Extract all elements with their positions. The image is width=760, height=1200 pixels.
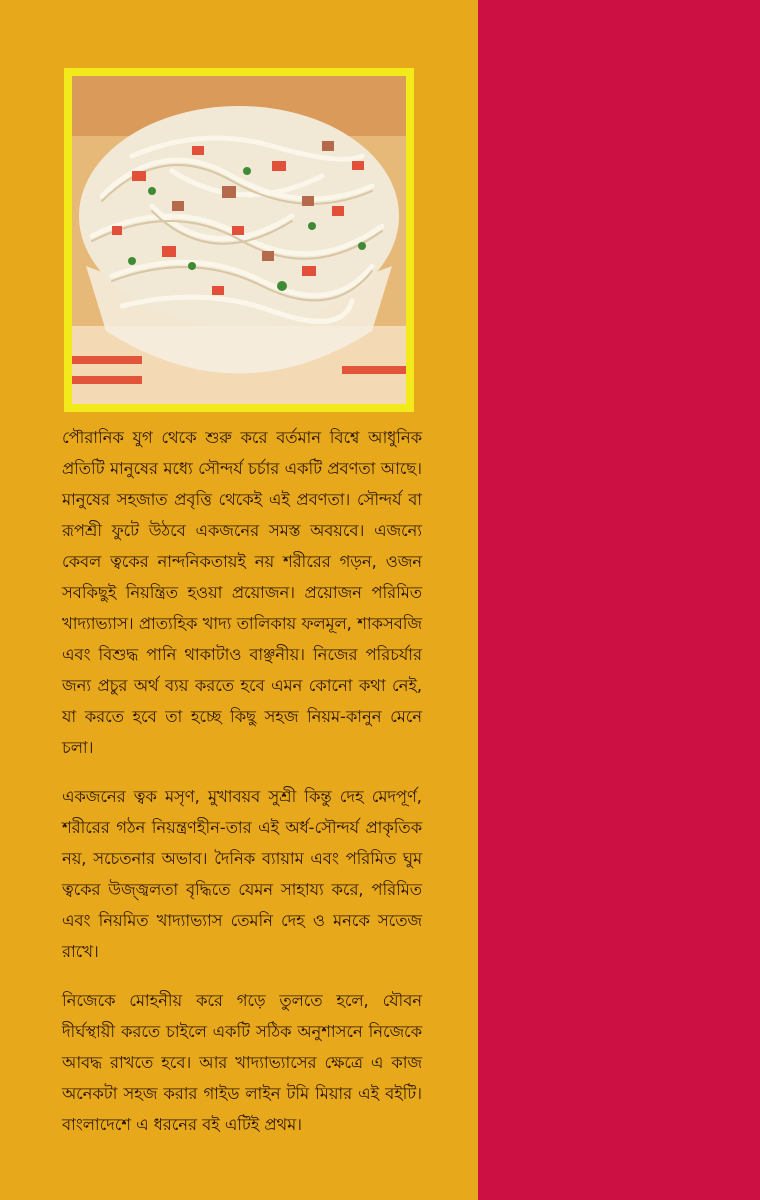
blurb-paragraph: পৌরানিক যুগ থেকে শুরু করে বর্তমান বিশ্বে আধুনিক প্রতিটি মানুষের মধ্যে সৌন্দর্য চর্চার একটি প্রবণতা আছে। মানুষের সহজাত প্রবৃত্তি থেকেই এই প্রবণতা। সৌন্দর্য বা রূপশ্রী ফুটে উঠবে একজনের সমস্ত অবয়বে। এজন্যে কেবল ত্বকের নান্দনিকতায়ই নয় শরীরের গড়ন, ওজন সবকিছুই নিয়ন্ত্রিত হওয়া প্রয়োজন। প্রয়োজন পরিমিত খাদ্যাভ্যাস। প্রাত্যহিক খাদ্য তালিকায় ফলমূল, শাকসবজি এবং বিশুদ্ধ পানি থাকাটাও বাঞ্ছনীয়। নিজের পরিচর্যার জন্য প্রচুর অর্থ ব্যয় করতে হবে এমন কোনো কথা নেই, যা করতে হবে তা হচ্ছে কিছু সহজ নিয়ম-কানুন মেনে চলা। — [62, 428, 422, 757]
food-photo — [72, 76, 406, 404]
blurb-paragraph: একজনের ত্বক মসৃণ, মুখাবয়ব সুশ্রী কিন্তু দেহ মেদপূর্ণ, শরীরের গঠন নিয়ন্ত্রণহীন-তার এই অর্ধ-সৌন্দর্য প্রাকৃতিক নয়, সচেতনার অভাব। দৈনিক ব্যায়াম এবং পরিমিত ঘুম ত্বকের উজ্জ্বলতা বৃদ্ধিতে যেমন সাহায্য করে, পরিমিত এবং নিয়মিত খাদ্যাভ্যাস তেমনি দেহ ও মনকে সতেজ রাখে। — [62, 787, 422, 961]
blurb-paragraph: নিজেকে মোহনীয় করে গড়ে তুলতে হলে, যৌবন দীর্ঘস্থায়ী করতে চাইলে একটি সঠিক অনুশাসনে নিজেকে আবদ্ধ রাখতে হবে। আর খাদ্যাভ্যাসের ক্ষেত্রে এ কাজ অনেকটা সহজ করার গাইড লাইন টমি মিয়ার এই বইটি। বাংলাদেশে এ ধরনের বই এটিই প্রথম। — [62, 991, 422, 1134]
right-red-panel — [478, 0, 760, 1200]
blurb-text — [62, 422, 422, 1158]
food-photo-frame — [64, 68, 414, 412]
